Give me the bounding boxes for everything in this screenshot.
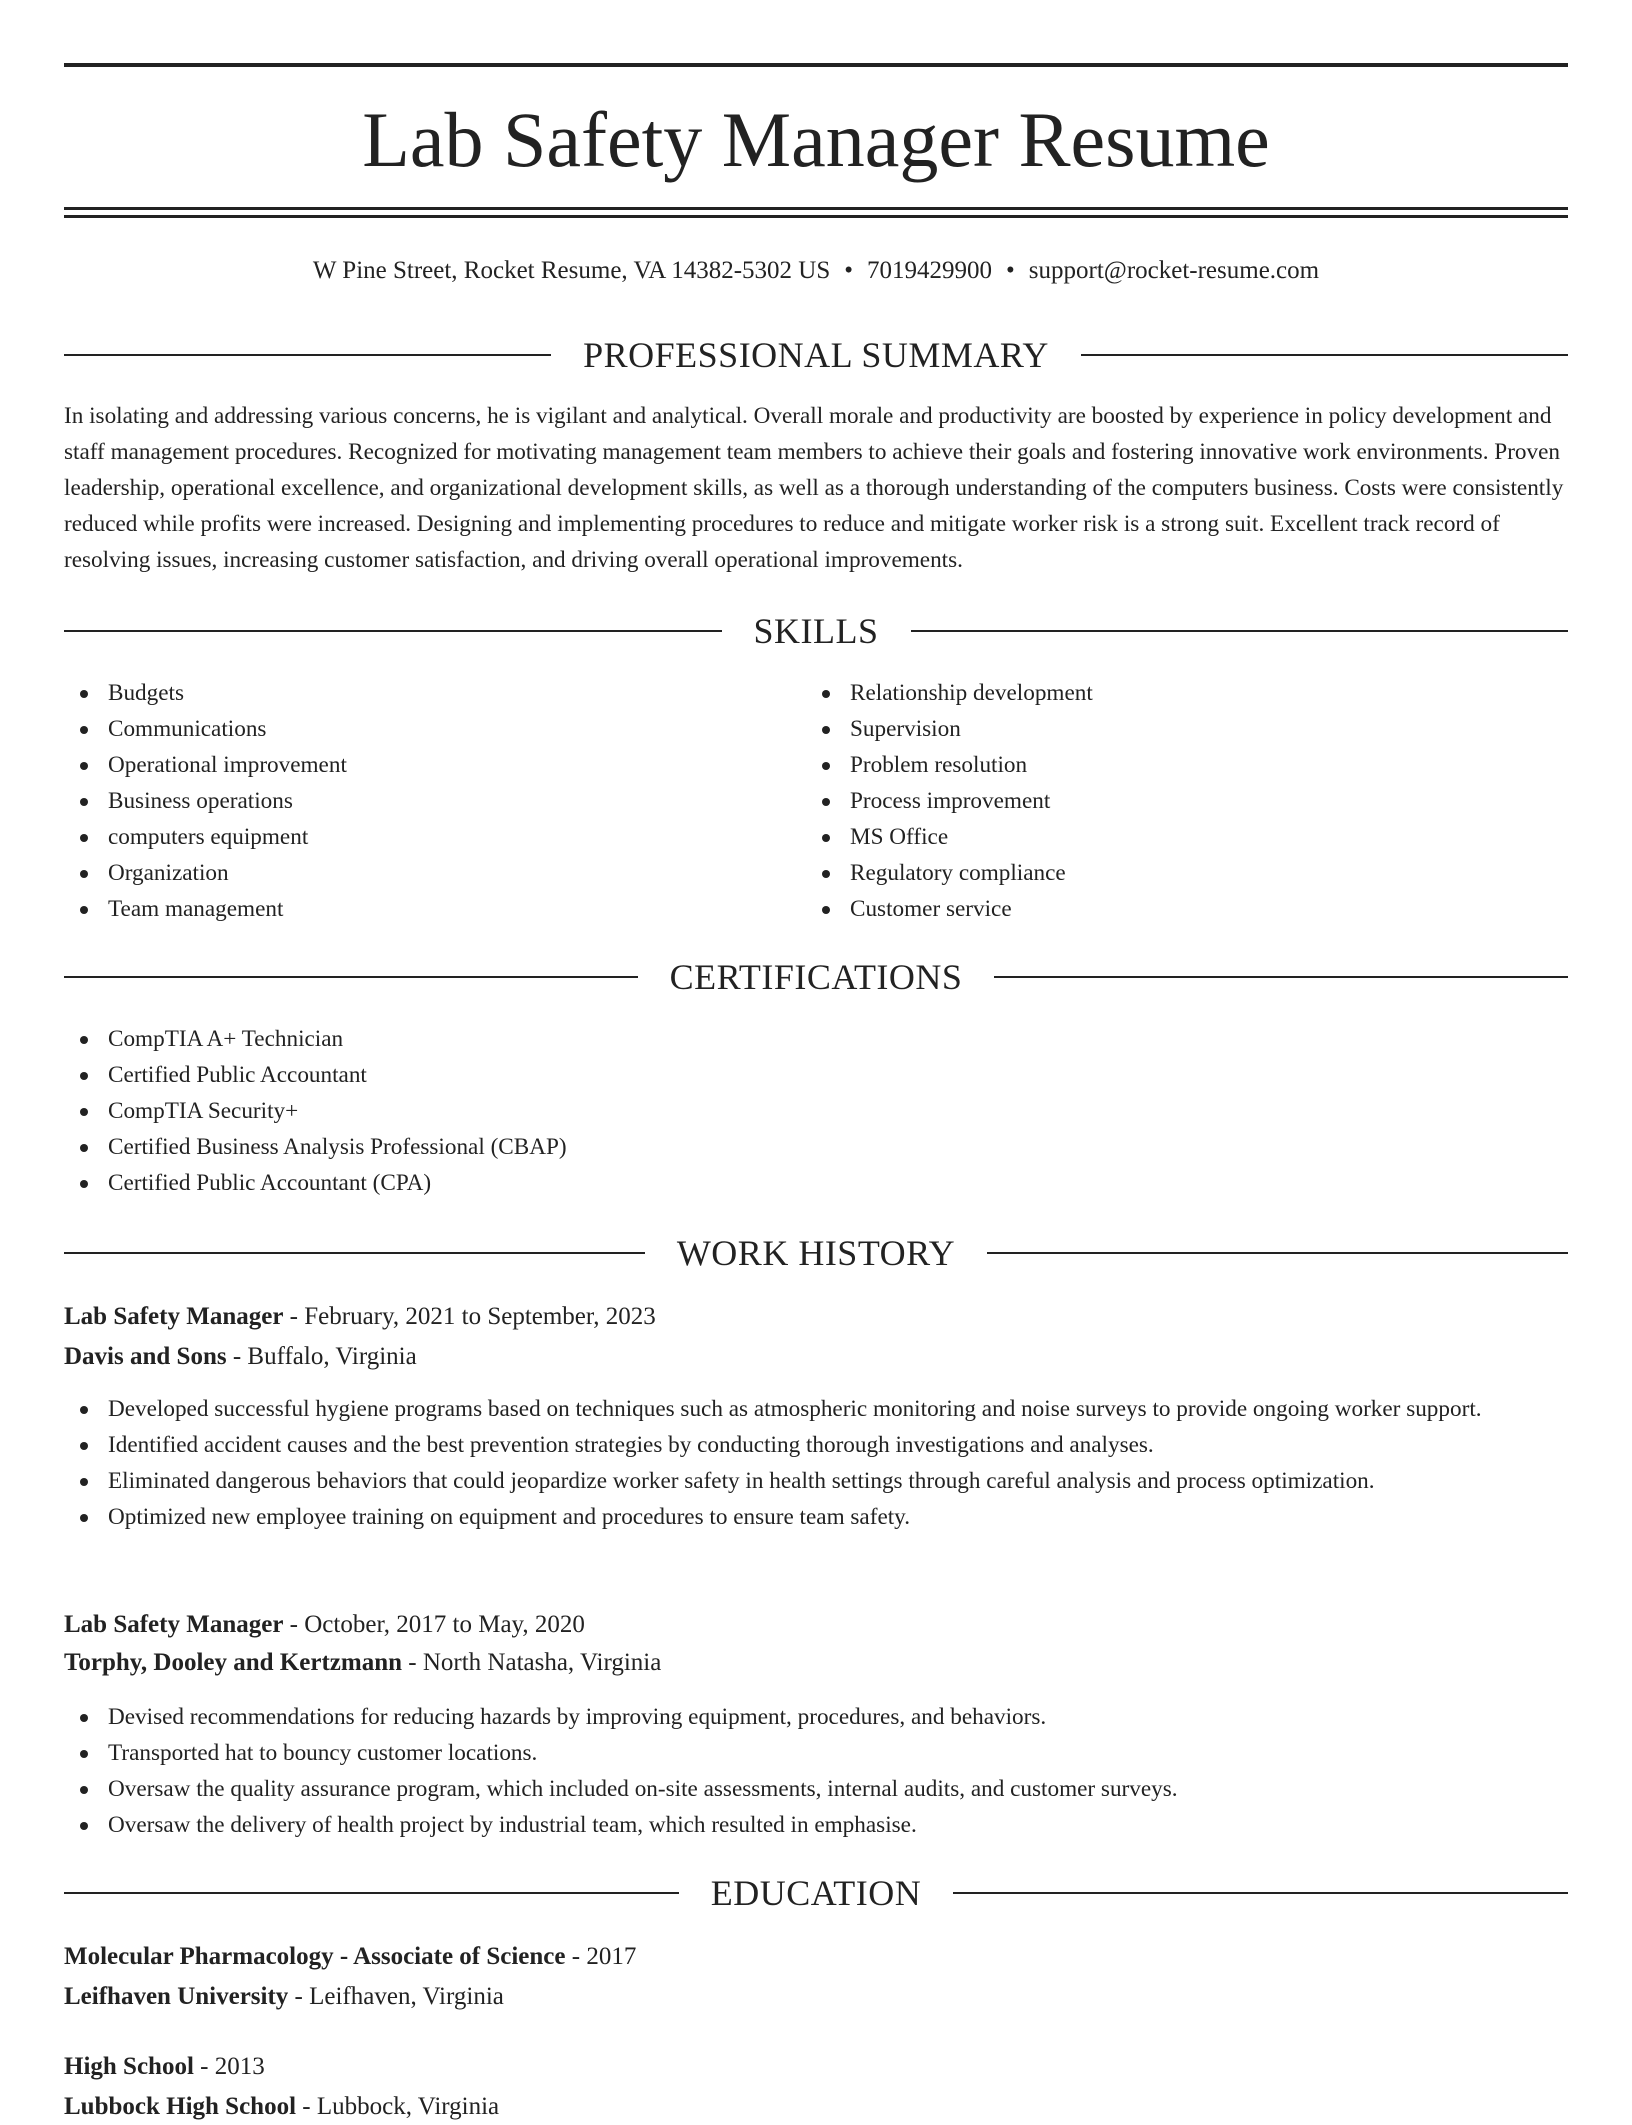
certification-item: Certified Public Accountant (CPA) xyxy=(64,1165,567,1201)
section-rule xyxy=(64,1252,645,1254)
job-bullets xyxy=(64,1391,1568,1535)
contact-separator: • xyxy=(1006,257,1015,284)
contact-email: support@rocket-resume.com xyxy=(1028,257,1320,284)
skill-item: Budgets xyxy=(64,675,347,711)
certification-item: Certified Public Accountant xyxy=(64,1057,567,1093)
skills-list-left xyxy=(64,675,347,927)
section-header-summary xyxy=(64,332,1568,378)
job-company: Davis and Sons xyxy=(64,1343,227,1370)
skill-item: Supervision xyxy=(806,711,1093,747)
job-bullet: Identified accident causes and the best prevention strategies by conducting thorough investigations and analyses. xyxy=(64,1427,1568,1463)
job-bullet: Oversaw the quality assurance program, which included on-site assessments, internal audits, and customer surveys. xyxy=(64,1771,1568,1807)
section-rule xyxy=(64,1892,679,1894)
job-bullet: Developed successful hygiene programs based on techniques such as atmospheric monitoring and noise surveys to provide ongoing worker support. xyxy=(64,1391,1568,1427)
skill-item: Business operations xyxy=(64,783,347,819)
section-title: SKILLS xyxy=(753,611,879,651)
section-rule xyxy=(994,976,1568,978)
section-title: EDUCATION xyxy=(710,1873,922,1913)
certification-item: CompTIA Security+ xyxy=(64,1093,567,1129)
section-rule xyxy=(911,630,1569,632)
skill-item: Regulatory compliance xyxy=(806,855,1093,891)
section-title: CERTIFICATIONS xyxy=(669,957,963,997)
education-school: Leifhaven University xyxy=(64,1983,289,2010)
contact-address: W Pine Street, Rocket Resume, VA 14382-5302 US xyxy=(312,257,831,284)
job-bullets xyxy=(64,1699,1568,1843)
skill-item: Customer service xyxy=(806,891,1093,927)
education-location: - Leifhaven, Virginia xyxy=(294,1983,504,2010)
title-rule-upper xyxy=(64,207,1568,210)
skill-item: Communications xyxy=(64,711,347,747)
section-rule xyxy=(987,1252,1568,1254)
page-title: Lab Safety Manager Resume xyxy=(362,96,1270,183)
section-rule xyxy=(64,630,722,632)
summary-paragraph: In isolating and addressing various concerns, he is vigilant and analytical. Overall morale and productivity are boosted by experience in policy development and staff management procedures. Recognized for motivating management team members to achieve their goals and fostering innovative work environments. Proven leadership, operational excellence, and organizational development skills, as well as a thorough understanding of the computers business. Costs were consistently reduced while profits were increased. Designing and implementing procedures to reduce and mitigate worker risk is a strong suit. Excellent track record of resolving issues, increasing customer satisfaction, and driving overall operational improvements. xyxy=(64,403,1564,573)
education-school-line xyxy=(64,2089,499,2125)
education-year: - 2017 xyxy=(571,1943,637,1970)
section-rule xyxy=(64,976,638,978)
education-school: Lubbock High School xyxy=(64,2093,297,2120)
job-dates: - February, 2021 to September, 2023 xyxy=(289,1303,656,1330)
education-degree-line xyxy=(64,2049,265,2085)
skill-item: Operational improvement xyxy=(64,747,347,783)
job-bullet: Oversaw the delivery of health project by industrial team, which resulted in emphasise. xyxy=(64,1807,1568,1843)
section-header-certifications xyxy=(64,954,1568,1000)
skill-item: Problem resolution xyxy=(806,747,1093,783)
education-year: - 2013 xyxy=(200,2053,265,2080)
job-title-line xyxy=(64,1607,585,1643)
job-bullet: Transported hat to bouncy customer locations. xyxy=(64,1735,1568,1771)
job-location: - North Natasha, Virginia xyxy=(408,1649,662,1676)
certification-item: CompTIA A+ Technician xyxy=(64,1021,567,1057)
contact-phone: 7019429900 xyxy=(867,257,993,284)
job-company-line xyxy=(64,1645,661,1681)
section-header-education xyxy=(64,1870,1568,1916)
certification-item: Certified Business Analysis Professional (CBAP) xyxy=(64,1129,567,1165)
job-bullet: Optimized new employee training on equipment and procedures to ensure team safety. xyxy=(64,1499,1568,1535)
skill-item: MS Office xyxy=(806,819,1093,855)
skills-list-right xyxy=(806,675,1093,927)
job-bullet: Eliminated dangerous behaviors that could jeopardize worker safety in health settings through careful analysis and process optimization. xyxy=(64,1463,1568,1499)
contact-separator: • xyxy=(844,257,854,284)
skill-item: Relationship development xyxy=(806,675,1093,711)
job-bullet: Devised recommendations for reducing hazards by improving equipment, procedures, and behaviors. xyxy=(64,1699,1568,1735)
job-title-line xyxy=(64,1299,656,1335)
education-degree: Molecular Pharmacology - Associate of Science xyxy=(64,1943,566,1970)
section-rule xyxy=(953,1892,1568,1894)
section-rule xyxy=(64,354,551,356)
skill-item: computers equipment xyxy=(64,819,347,855)
title-rule-lower xyxy=(64,215,1568,218)
certifications-list xyxy=(64,1021,567,1201)
job-dates: - October, 2017 to May, 2020 xyxy=(289,1611,585,1638)
skill-item: Process improvement xyxy=(806,783,1093,819)
job-title: Lab Safety Manager xyxy=(64,1303,284,1330)
skill-item: Organization xyxy=(64,855,347,891)
section-title: WORK HISTORY xyxy=(676,1233,956,1273)
job-company-line xyxy=(64,1339,417,1375)
education-school-line xyxy=(64,1979,504,2015)
education-degree-line xyxy=(64,1939,636,1975)
section-rule xyxy=(1081,354,1568,356)
section-header-skills xyxy=(64,608,1568,654)
section-title: PROFESSIONAL SUMMARY xyxy=(583,335,1049,375)
education-location: - Lubbock, Virginia xyxy=(302,2093,500,2120)
job-location: - Buffalo, Virginia xyxy=(232,1343,417,1370)
education-degree: High School xyxy=(64,2053,194,2080)
job-title: Lab Safety Manager xyxy=(64,1611,284,1638)
job-company: Torphy, Dooley and Kertzmann xyxy=(64,1649,403,1676)
contact-line xyxy=(64,254,1568,288)
section-header-work-history xyxy=(64,1230,1568,1276)
skill-item: Team management xyxy=(64,891,347,927)
top-rule xyxy=(64,63,1568,67)
